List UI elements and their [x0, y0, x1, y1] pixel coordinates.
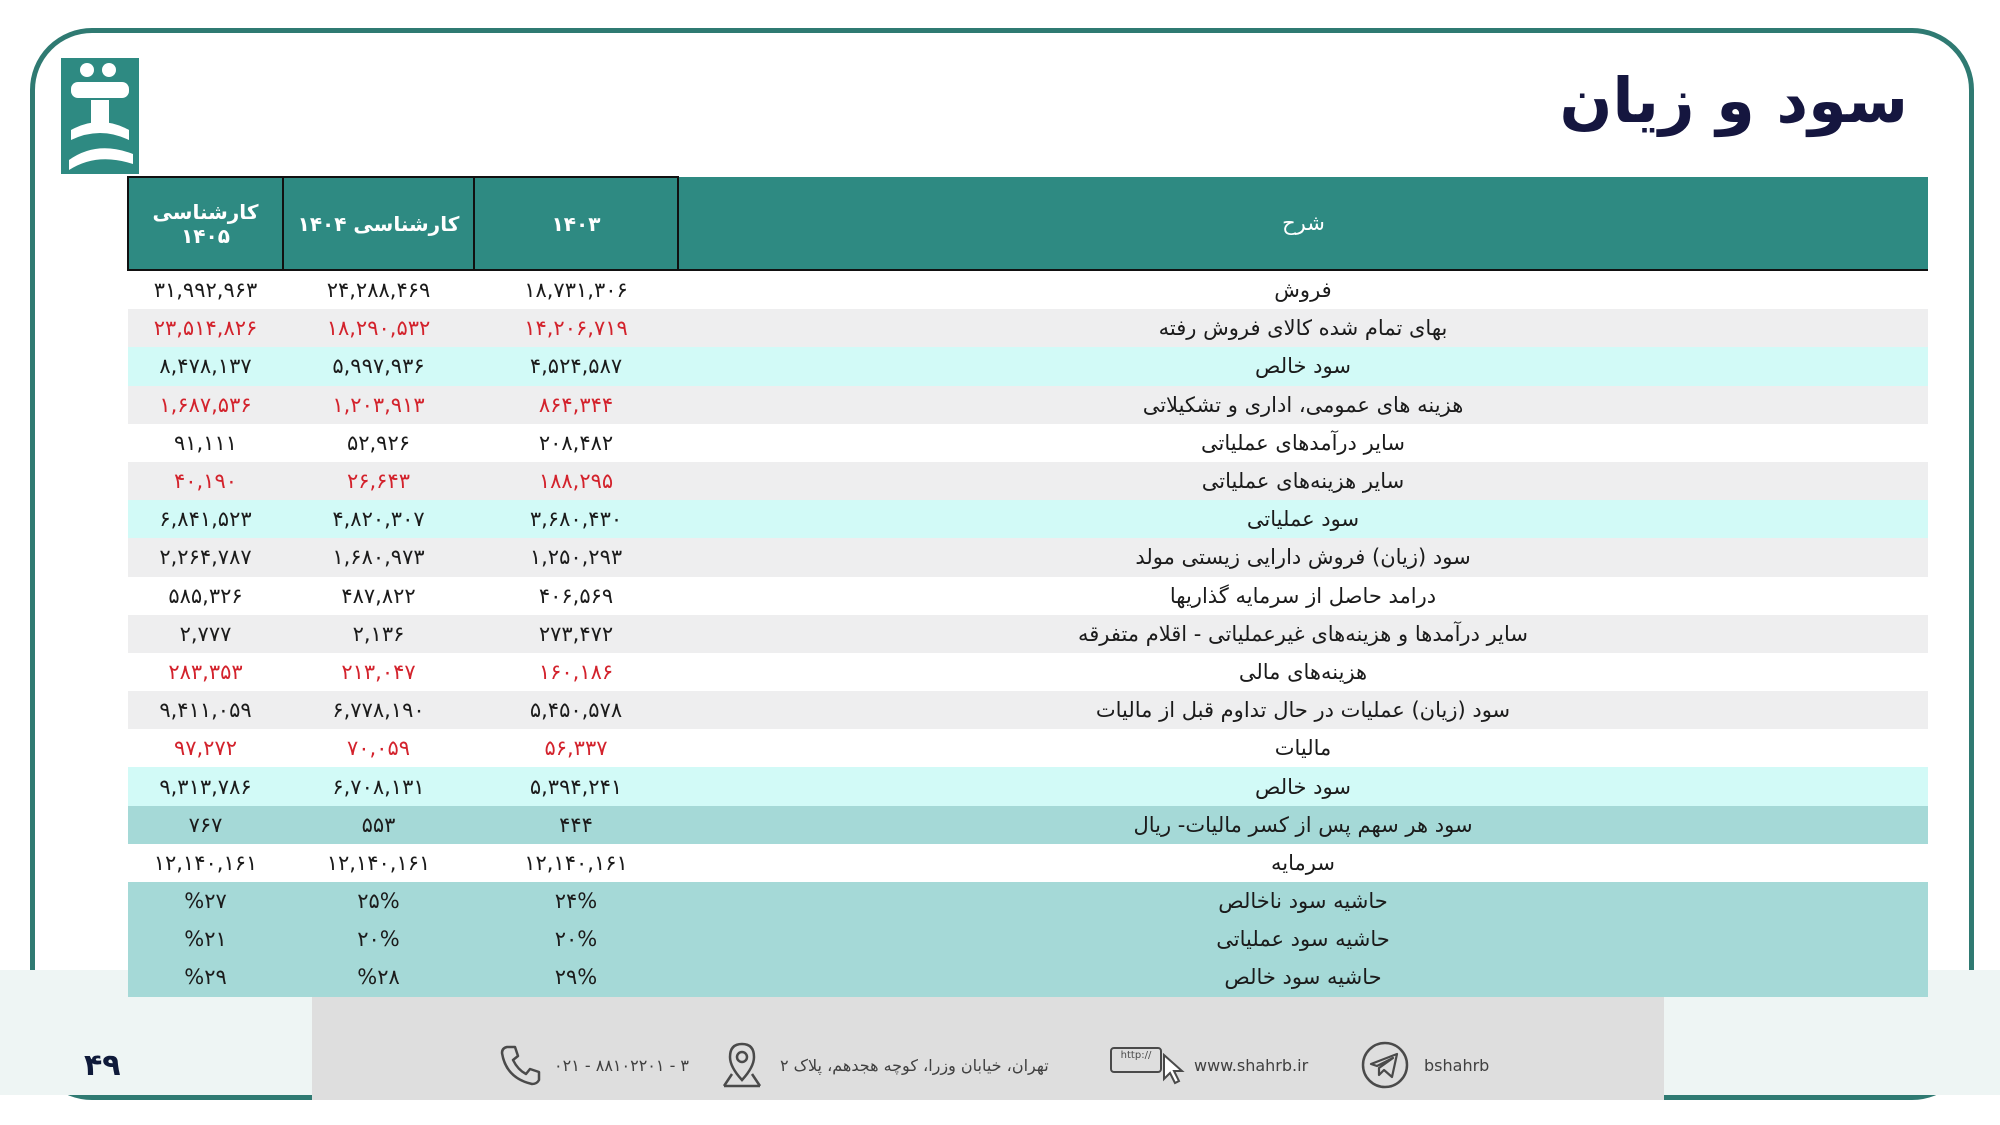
cell-1405: ۳۱,۹۹۲,۹۶۳	[128, 270, 283, 309]
cell-1404: ۵۵۳	[283, 806, 474, 844]
cell-1404: ۶,۷۷۸,۱۹۰	[283, 691, 474, 729]
cursor-icon	[1162, 1053, 1186, 1085]
row-label: هزینه های عمومی، اداری و تشکیلاتی	[678, 386, 1928, 424]
header-1403: ۱۴۰۳	[474, 177, 678, 270]
table-row	[128, 347, 1928, 385]
cell-1405: ۶,۸۴۱,۵۲۳	[128, 500, 283, 538]
table-row	[128, 462, 1928, 500]
cell-1403: ۲۹%	[474, 958, 678, 996]
row-label: سود عملیاتی	[678, 500, 1928, 538]
website-text[interactable]: www.shahrb.ir	[1194, 1055, 1309, 1075]
cell-1404: ۲۱۳,۰۴۷	[283, 653, 474, 691]
footer-phone	[498, 1045, 689, 1085]
location-pin-icon	[718, 1040, 766, 1090]
address-text: تهران، خیابان وزرا، کوچه هجدهم، پلاک ۲	[780, 1055, 1049, 1075]
table-row	[128, 920, 1928, 958]
row-label: سود هر سهم پس از کسر مالیات- ریال	[678, 806, 1928, 844]
cell-1405: ۸,۴۷۸,۱۳۷	[128, 347, 283, 385]
telegram-text[interactable]: bshahrb	[1424, 1055, 1490, 1075]
table-row	[128, 386, 1928, 424]
cell-1404: ۵۲,۹۲۶	[283, 424, 474, 462]
table-row	[128, 538, 1928, 576]
row-label: سود خالص	[678, 767, 1928, 805]
row-label: سایر درآمدهای عملیاتی	[678, 424, 1928, 462]
cell-1405: %۲۱	[128, 920, 283, 958]
cell-1404: ۴۸۷,۸۲۲	[283, 577, 474, 615]
telegram-icon	[1360, 1040, 1410, 1090]
header-1405: کارشناسی ۱۴۰۵	[128, 177, 283, 270]
cell-1403: ۵,۴۵۰,۵۷۸	[474, 691, 678, 729]
row-label: درامد حاصل از سرمایه گذاریها	[678, 577, 1928, 615]
company-logo-icon	[57, 56, 143, 176]
row-label: سود (زیان) عملیات در حال تداوم قبل از مالیات	[678, 691, 1928, 729]
cell-1404: ۱,۲۰۳,۹۱۳	[283, 386, 474, 424]
web-icon	[1110, 1043, 1190, 1087]
table-row	[128, 958, 1928, 996]
row-label: حاشیه سود عملیاتی	[678, 920, 1928, 958]
row-label: بهای تمام شده کالای فروش رفته	[678, 309, 1928, 347]
table-row	[128, 806, 1928, 844]
cell-1405: ۱۲,۱۴۰,۱۶۱	[128, 844, 283, 882]
cell-1404: ۱۲,۱۴۰,۱۶۱	[283, 844, 474, 882]
cell-1404: ۲۰%	[283, 920, 474, 958]
cell-1403: ۱۶۰,۱۸۶	[474, 653, 678, 691]
cell-1403: ۱۸,۷۳۱,۳۰۶	[474, 270, 678, 309]
phone-icon	[498, 1042, 544, 1088]
page-number: ۴۹	[84, 1048, 121, 1083]
footer-telegram	[1360, 1045, 1489, 1085]
cell-1405: ۹,۳۱۳,۷۸۶	[128, 767, 283, 805]
cell-1405: ۹۷,۲۷۲	[128, 729, 283, 767]
table-row	[128, 844, 1928, 882]
cell-1404: ۴,۸۲۰,۳۰۷	[283, 500, 474, 538]
row-label: حاشیه سود ناخالص	[678, 882, 1928, 920]
cell-1403: ۲۰۸,۴۸۲	[474, 424, 678, 462]
table-row	[128, 653, 1928, 691]
income-statement-table	[127, 176, 1927, 997]
row-label: حاشیه سود خالص	[678, 958, 1928, 996]
cell-1404: ۷۰,۰۵۹	[283, 729, 474, 767]
table-row	[128, 270, 1928, 309]
header-description: شرح	[678, 177, 1928, 270]
cell-1403: ۲۴%	[474, 882, 678, 920]
row-label: سایر هزینه‌های عملیاتی	[678, 462, 1928, 500]
row-label: مالیات	[678, 729, 1928, 767]
cell-1403: ۱۲,۱۴۰,۱۶۱	[474, 844, 678, 882]
cell-1405: ۲۸۳,۳۵۳	[128, 653, 283, 691]
cell-1403: ۱۸۸,۲۹۵	[474, 462, 678, 500]
cell-1405: ۲,۲۶۴,۷۸۷	[128, 538, 283, 576]
row-label: سرمایه	[678, 844, 1928, 882]
cell-1403: ۵۶,۳۳۷	[474, 729, 678, 767]
cell-1405: ۷۶۷	[128, 806, 283, 844]
cell-1404: ۱۸,۲۹۰,۵۳۲	[283, 309, 474, 347]
row-label: فروش	[678, 270, 1928, 309]
cell-1403: ۴,۵۲۴,۵۸۷	[474, 347, 678, 385]
cell-1404: ۱,۶۸۰,۹۷۳	[283, 538, 474, 576]
cell-1405: ۴۰,۱۹۰	[128, 462, 283, 500]
page-title: سود و زیان	[1559, 64, 1908, 137]
cell-1405: ۹,۴۱۱,۰۵۹	[128, 691, 283, 729]
table-row	[128, 500, 1928, 538]
footer-address	[718, 1045, 1049, 1085]
table-row	[128, 691, 1928, 729]
row-label: سود خالص	[678, 347, 1928, 385]
cell-1403: ۸۶۴,۳۴۴	[474, 386, 678, 424]
row-label: سایر درآمدها و هزینه‌های غیرعملیاتی - اقلام متفرقه	[678, 615, 1928, 653]
phone-text: ۰۲۱ - ۸۸۱۰۲۲۰۱ - ۳	[554, 1055, 690, 1075]
cell-1404: ۲,۱۳۶	[283, 615, 474, 653]
table-row	[128, 729, 1928, 767]
cell-1404: ۶,۷۰۸,۱۳۱	[283, 767, 474, 805]
cell-1403: ۳,۶۸۰,۴۳۰	[474, 500, 678, 538]
cell-1403: ۵,۳۹۴,۲۴۱	[474, 767, 678, 805]
table-row	[128, 424, 1928, 462]
table-row	[128, 309, 1928, 347]
header-1404: کارشناسی ۱۴۰۴	[283, 177, 474, 270]
cell-1403: ۲۷۳,۴۷۲	[474, 615, 678, 653]
row-label: هزینه‌های مالی	[678, 653, 1928, 691]
cell-1404: ۲۴,۲۸۸,۴۶۹	[283, 270, 474, 309]
cell-1404: ۲۶,۶۴۳	[283, 462, 474, 500]
cell-1404: ۲۵%	[283, 882, 474, 920]
cell-1405: ۲۳,۵۱۴,۸۲۶	[128, 309, 283, 347]
cell-1404: ۵,۹۹۷,۹۳۶	[283, 347, 474, 385]
cell-1405: ۱,۶۸۷,۵۳۶	[128, 386, 283, 424]
cell-1403: ۱,۲۵۰,۲۹۳	[474, 538, 678, 576]
cell-1405: %۲۹	[128, 958, 283, 996]
table-header-row	[128, 177, 1928, 270]
cell-1404: %۲۸	[283, 958, 474, 996]
cell-1403: ۴۰۶,۵۶۹	[474, 577, 678, 615]
cell-1405: ۲,۷۷۷	[128, 615, 283, 653]
cell-1405: ۵۸۵,۳۲۶	[128, 577, 283, 615]
cell-1405: ۹۱,۱۱۱	[128, 424, 283, 462]
table-row	[128, 615, 1928, 653]
cell-1403: ۴۴۴	[474, 806, 678, 844]
http-badge: http://	[1110, 1047, 1162, 1073]
row-label: سود (زیان) فروش دارایی زیستی مولد	[678, 538, 1928, 576]
footer-website	[1110, 1045, 1308, 1085]
cell-1403: ۲۰%	[474, 920, 678, 958]
cell-1405: %۲۷	[128, 882, 283, 920]
table-row	[128, 767, 1928, 805]
table-row	[128, 882, 1928, 920]
table-row	[128, 577, 1928, 615]
cell-1403: ۱۴,۲۰۶,۷۱۹	[474, 309, 678, 347]
